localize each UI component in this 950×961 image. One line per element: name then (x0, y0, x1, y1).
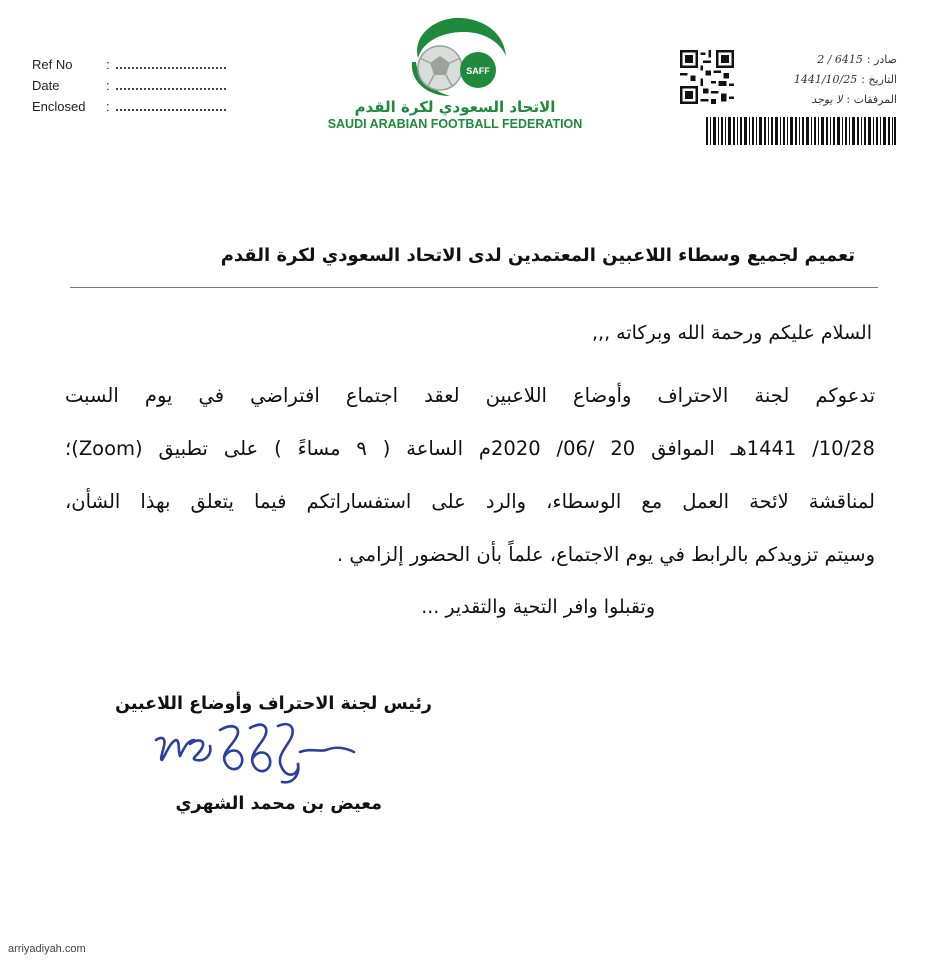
date-blank (116, 80, 226, 90)
source-watermark: arriyadiyah.com (8, 943, 86, 955)
handwritten-signature (150, 718, 360, 788)
enclosed-meta-label: المرفقات : (846, 93, 897, 106)
federation-name-ar: الاتحاد السعودي لكرة القدم (354, 98, 556, 116)
date-meta-label: التاريخ : (861, 73, 897, 86)
issued-value: 6415 / 2 (817, 53, 863, 66)
federation-name-en: SAUDI ARABIAN FOOTBALL FEDERATION (327, 117, 583, 131)
enclosed-colon: : (106, 99, 110, 114)
federation-logo (300, 12, 610, 136)
signatory-name: معيض بن محمد الشهري (175, 794, 382, 814)
body-line: وسيتم تزويدكم بالرابط في يوم الاجتماع، علماً بأن الحضور إلزامي . (337, 543, 875, 566)
closing-line: وتقبلوا وافر التحية والتقدير ... (421, 596, 655, 618)
subject-divider (70, 287, 878, 288)
body-line: تدعوكم لجنة الاحتراف وأوضاع اللاعبين لعقد اجتماع افتراضي في يوم السبت (65, 384, 875, 407)
reference-fields (32, 54, 226, 117)
enclosed-blank (116, 101, 226, 111)
body-line: لمناقشة لائحة العمل مع الوسطاء، والرد على استفساراتكم فيما يتعلق بهذا الشأن، (65, 490, 875, 513)
body-line: 10/28/ 1441هـ الموافق 20 /06/ 2020م الساعة ( ٩ مساءً ) على تطبيق (Zoom)؛ (65, 437, 875, 460)
enclosed-label: Enclosed (32, 99, 86, 114)
date-label: Date (32, 78, 60, 93)
letter-body (65, 380, 875, 592)
greeting: السلام عليكم ورحمة الله وبركاته ,,, (592, 322, 872, 344)
enclosed-row (32, 96, 226, 117)
letter-subject: تعميم لجميع وسطاء اللاعبين المعتمدين لدى الاتحاد السعودي لكرة القدم (220, 245, 855, 266)
ref-no-label: Ref No (32, 57, 73, 72)
ref-no-row (32, 54, 226, 75)
issued-row (745, 50, 897, 70)
ref-no-colon: : (106, 57, 110, 72)
ref-no-blank (116, 59, 226, 69)
signatory-title: رئيس لجنة الاحتراف وأوضاع اللاعبين (115, 694, 432, 714)
date-meta-row (745, 70, 897, 90)
letter-meta (745, 50, 897, 110)
qr-code-icon (680, 50, 734, 104)
saff-emblem-icon (300, 12, 610, 98)
saff-badge-text: SAFF (466, 66, 490, 76)
enclosed-meta-value: لا يوجد (811, 93, 843, 106)
issued-label: صادر : (866, 53, 897, 66)
date-colon: : (106, 78, 110, 93)
enclosed-meta-row (745, 90, 897, 110)
date-meta-value: 1441/10/25 (793, 73, 858, 86)
barcode-icon (706, 117, 896, 145)
date-row (32, 75, 226, 96)
